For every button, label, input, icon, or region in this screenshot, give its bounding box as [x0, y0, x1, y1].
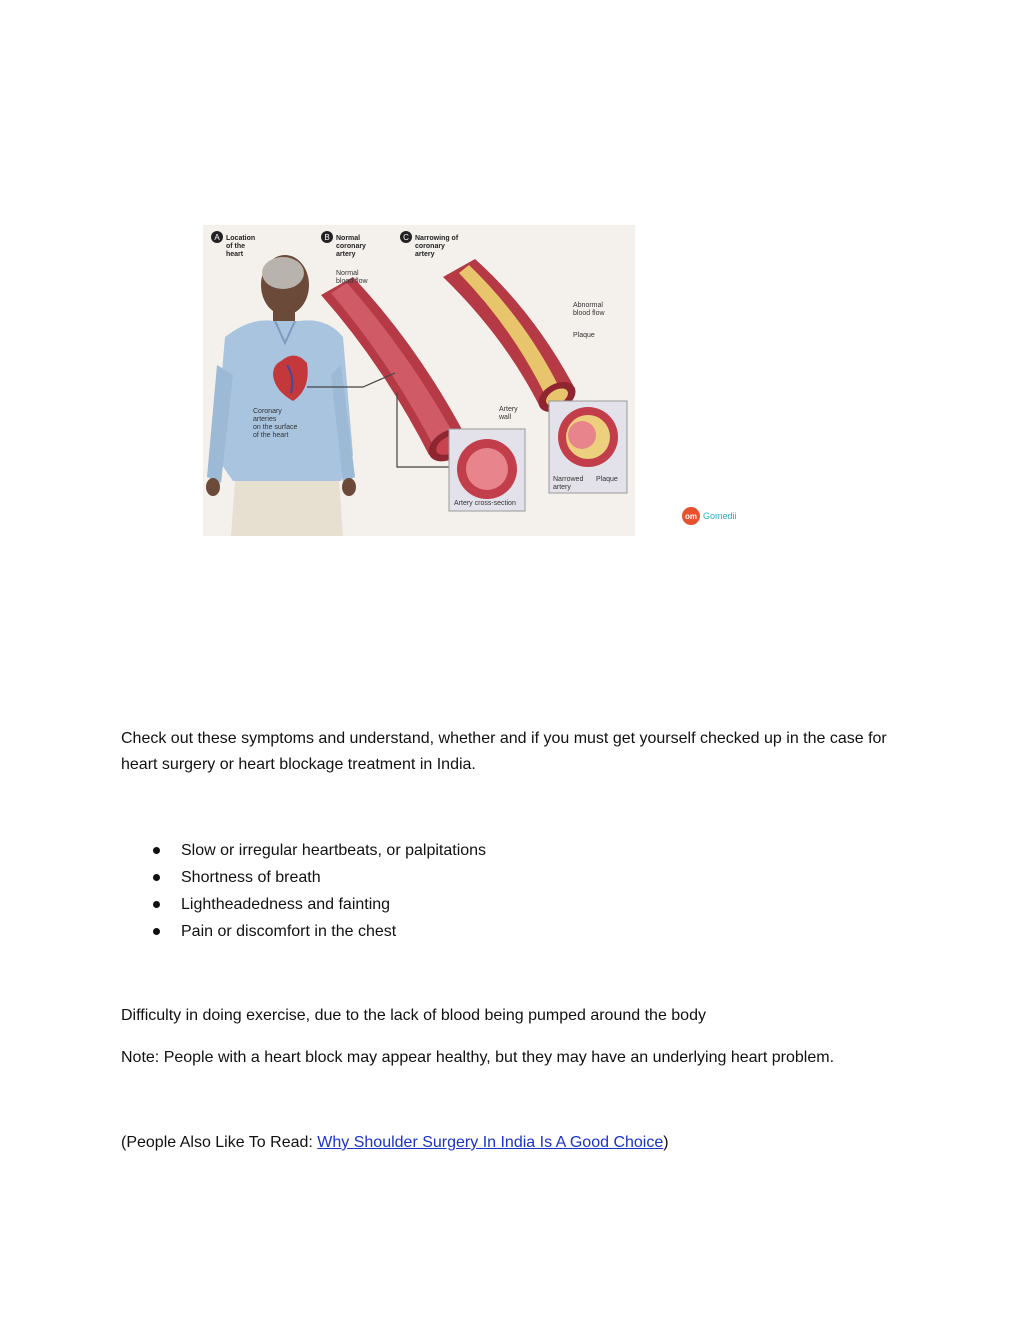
plaque2-label: Plaque [596, 476, 618, 483]
marker-c: C [403, 233, 409, 242]
marker-b: B [324, 233, 330, 242]
label-c-line2: coronary [415, 243, 445, 250]
list-item [121, 891, 486, 918]
note-paragraph: Note: People with a heart block may appear healthy, but they may have an underlying heart problem. [121, 1049, 835, 1066]
logo-badge: om [682, 507, 700, 525]
marker-a: A [214, 233, 220, 242]
label-a-line3: heart [226, 251, 244, 258]
symptom-text: Slow or irregular heartbeats, or palpitations [181, 842, 487, 859]
coronary-line4: of the heart [253, 432, 289, 439]
logo-name: Gomedii [703, 511, 737, 521]
artery-wall-line2: wall [499, 414, 512, 421]
label-c-line1: Narrowing of [415, 235, 459, 242]
coronary-line2: arteries [253, 416, 277, 423]
label-b-line1: Normal [336, 235, 361, 242]
label-a-line1: Location [226, 235, 256, 242]
normal-flow-line2: blood flow [336, 278, 368, 285]
bullet-icon [153, 874, 160, 881]
exercise-paragraph: Difficulty in doing exercise, due to the lack of blood being pumped around the body [121, 1007, 706, 1024]
bullet-icon [153, 928, 160, 935]
narrowed-line2: artery [553, 484, 571, 491]
list-item [121, 918, 486, 945]
cross-section-label: Artery cross-section [454, 500, 516, 507]
bullet-icon [153, 847, 160, 854]
also-read-prefix: (People Also Like To Read: [121, 1134, 318, 1151]
artery-wall-line1: Artery [499, 406, 518, 413]
also-read-suffix: ) [663, 1134, 669, 1151]
abnormal-flow-line2: blood flow [573, 310, 605, 317]
bullet-icon [153, 901, 160, 908]
label-a-line2: of the [226, 243, 246, 250]
cross-section-normal [449, 429, 525, 511]
symptom-text: Shortness of breath [181, 869, 321, 886]
label-b-line3: artery [336, 251, 356, 258]
intro-paragraph: Check out these symptoms and understand, whether and if you must get yourself checked up in the case for heart surgery or heart blockage treatment in India. [121, 730, 887, 773]
coronary-line3: on the surface [253, 424, 298, 431]
list-item [121, 864, 486, 891]
gomedii-logo [682, 507, 737, 525]
symptom-text: Pain or discomfort in the chest [181, 923, 397, 940]
plaque-label: Plaque [573, 332, 595, 339]
symptom-list [121, 837, 486, 945]
also-read-paragraph [121, 1130, 921, 1156]
list-item [121, 837, 486, 864]
normal-flow-line1: Normal [336, 270, 359, 277]
narrowed-line1: Narrowed [553, 476, 584, 483]
label-b-line2: coronary [336, 243, 366, 250]
coronary-line1: Coronary [253, 408, 282, 415]
label-c-line3: artery [415, 251, 435, 258]
heart-artery-illustration [203, 225, 635, 536]
abnormal-flow-line1: Abnormal [573, 302, 603, 309]
symptom-text: Lightheadedness and fainting [181, 896, 391, 913]
also-read-link[interactable]: Why Shoulder Surgery In India Is A Good Choice [317, 1134, 664, 1151]
